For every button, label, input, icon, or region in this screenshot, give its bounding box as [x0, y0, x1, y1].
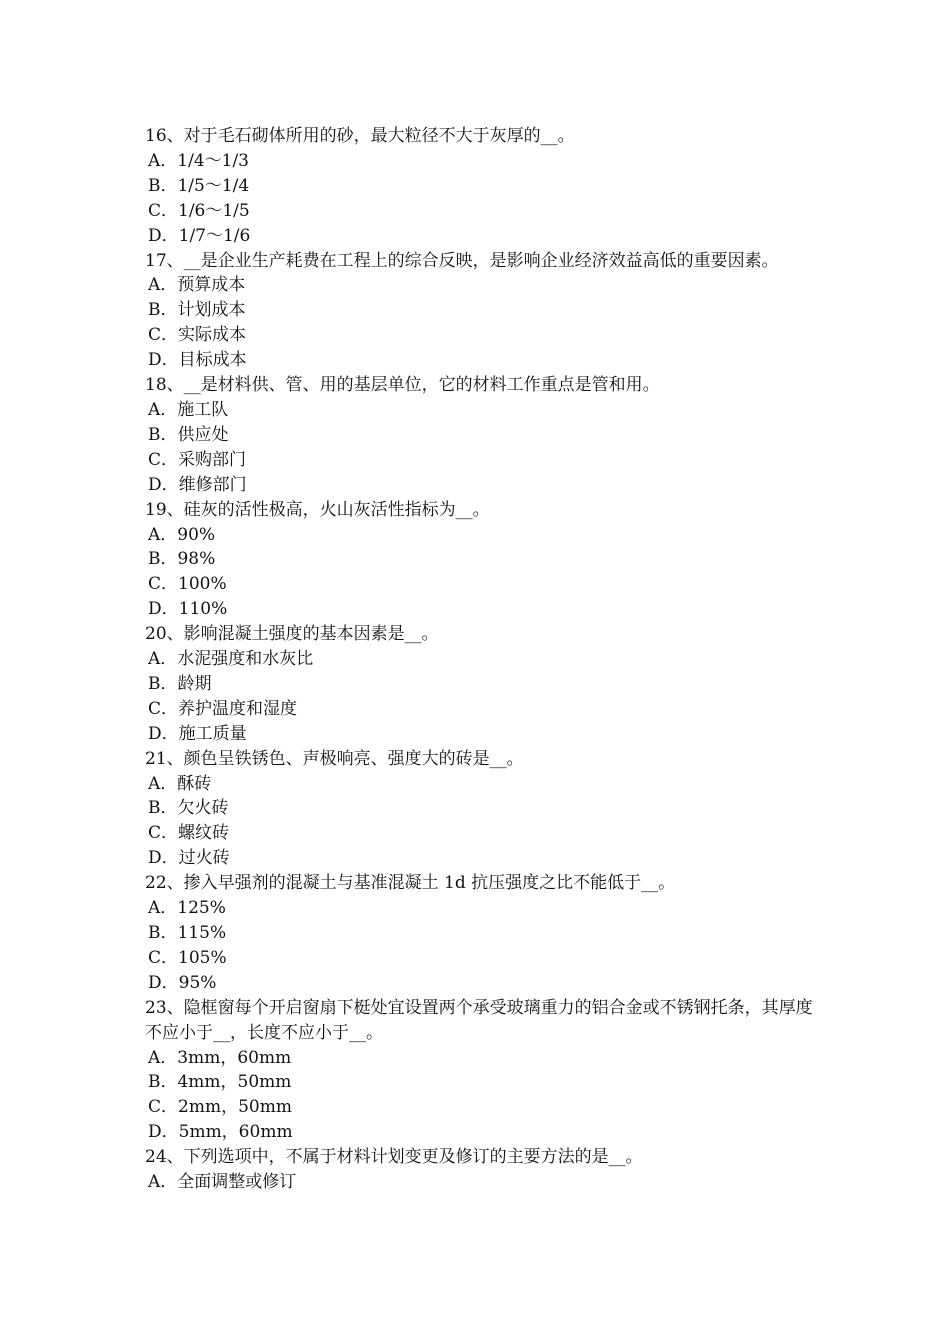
- option-a: A．1/4～1/3: [148, 150, 249, 171]
- option-a: A．90%: [148, 524, 216, 545]
- question-stem: 19、硅灰的活性极高，火山灰活性指标为__。: [145, 499, 490, 520]
- option-b: B．计划成本: [148, 300, 246, 321]
- option-c: C．实际成本: [148, 325, 247, 346]
- option-a: A．3mm，60mm: [148, 1047, 292, 1068]
- option-c: C．养护温度和湿度: [148, 698, 298, 719]
- option-b: B．115%: [148, 923, 227, 943]
- option-a: A．预算成本: [148, 275, 246, 296]
- question-stem: 16、对于毛石砌体所用的砂，最大粒径不大于灰厚的__。: [145, 126, 575, 146]
- option-b: B．1/5～1/4: [148, 175, 250, 196]
- question-19: [145, 498, 815, 623]
- option-d: D．过火砖: [148, 848, 230, 869]
- option-c: C．采购部门: [148, 449, 247, 470]
- question-stem: 17、__是企业生产耗费在工程上的综合反映，是影响企业经济效益高低的重要因素。: [145, 250, 779, 271]
- option-b: B．供应处: [148, 424, 229, 445]
- option-d: D．1/7～1/6: [148, 225, 251, 246]
- question-20: [145, 622, 815, 747]
- option-b: B．98%: [148, 549, 216, 570]
- question-18: [145, 373, 815, 498]
- question-stem: 22、掺入早强剂的混凝土与基准混凝土 1d 抗压强度之比不能低于__。: [145, 873, 676, 894]
- option-d: D．5mm，60mm: [148, 1122, 293, 1143]
- question-list: [145, 124, 815, 1195]
- option-d: D．110%: [148, 599, 228, 620]
- option-d: D．目标成本: [148, 350, 247, 371]
- question-21: [145, 747, 815, 872]
- option-b: B．4mm，50mm: [148, 1072, 292, 1093]
- option-c: C．螺纹砖: [148, 823, 230, 844]
- option-d: D．维修部门: [148, 474, 247, 495]
- question-16: [145, 124, 815, 249]
- option-a: A．施工队: [148, 399, 229, 420]
- option-c: C．105%: [148, 947, 227, 968]
- option-b: B．龄期: [148, 673, 212, 694]
- option-a: A．全面调整或修订: [148, 1172, 297, 1193]
- option-c: C．1/6～1/5: [148, 200, 250, 221]
- option-b: B．欠火砖: [148, 798, 229, 819]
- option-a: A．酥砖: [148, 773, 212, 794]
- question-stem: 24、下列选项中，不属于材料计划变更及修订的主要方法的是__。: [145, 1147, 643, 1168]
- option-a: A．125%: [148, 898, 226, 919]
- option-d: D．95%: [148, 972, 217, 993]
- option-c: C．2mm，50mm: [148, 1097, 292, 1118]
- question-stem: 20、影响混凝土强度的基本因素是__。: [145, 624, 439, 645]
- question-stem: 23、隐框窗每个开启窗扇下梃处宜设置两个承受玻璃重力的铝合金或不锈钢托条，其厚度不应小于__，长度不应小于__。: [145, 997, 813, 1043]
- question-stem: 21、颜色呈铁锈色、声极响亮、强度大的砖是__。: [145, 748, 524, 769]
- option-a: A．水泥强度和水灰比: [148, 649, 314, 670]
- question-24: [145, 1145, 815, 1195]
- option-c: C．100%: [148, 574, 227, 595]
- option-d: D．施工质量: [148, 723, 247, 744]
- question-22: [145, 871, 815, 996]
- question-stem: 18、__是材料供、管、用的基层单位，它的材料工作重点是管和用。: [145, 375, 660, 396]
- question-23: [145, 996, 815, 1145]
- question-17: [145, 249, 815, 374]
